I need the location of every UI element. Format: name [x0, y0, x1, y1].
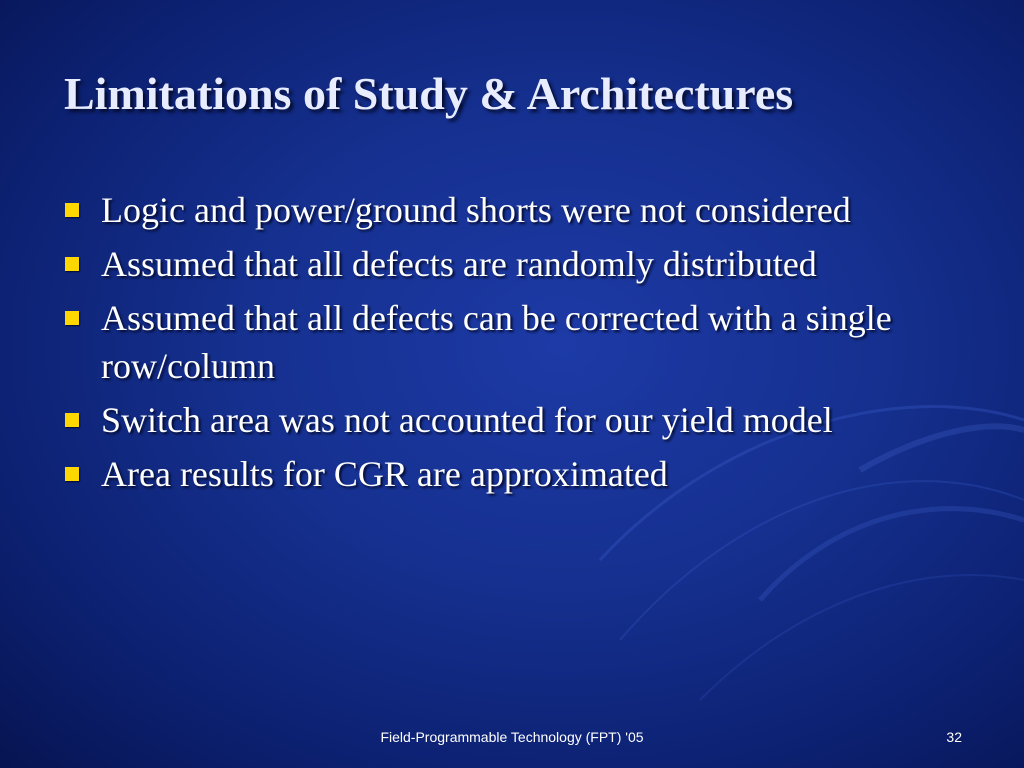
square-bullet-icon: [65, 257, 79, 271]
square-bullet-icon: [65, 203, 79, 217]
bullet-item: [64, 294, 984, 390]
bullet-text: Area results for CGR are approximated: [101, 454, 668, 494]
bullet-item: [64, 450, 984, 498]
bullet-text: Switch area was not accounted for our yield model: [101, 400, 833, 440]
square-bullet-icon: [65, 467, 79, 481]
page-number: 32: [946, 729, 962, 745]
bullet-text: Assumed that all defects are randomly distributed: [101, 244, 817, 284]
bullet-text: Assumed that all defects can be corrected with a single row/column: [101, 298, 892, 386]
slide-title: Limitations of Study & Architectures: [64, 68, 794, 119]
bullet-list: [64, 186, 984, 504]
bullet-item: [64, 240, 984, 288]
square-bullet-icon: [65, 413, 79, 427]
slide-footer: Field-Programmable Technology (FPT) '05: [380, 729, 644, 745]
square-bullet-icon: [65, 311, 79, 325]
bullet-text: Logic and power/ground shorts were not considered: [101, 190, 851, 230]
bullet-item: [64, 186, 984, 234]
bullet-item: [64, 396, 984, 444]
